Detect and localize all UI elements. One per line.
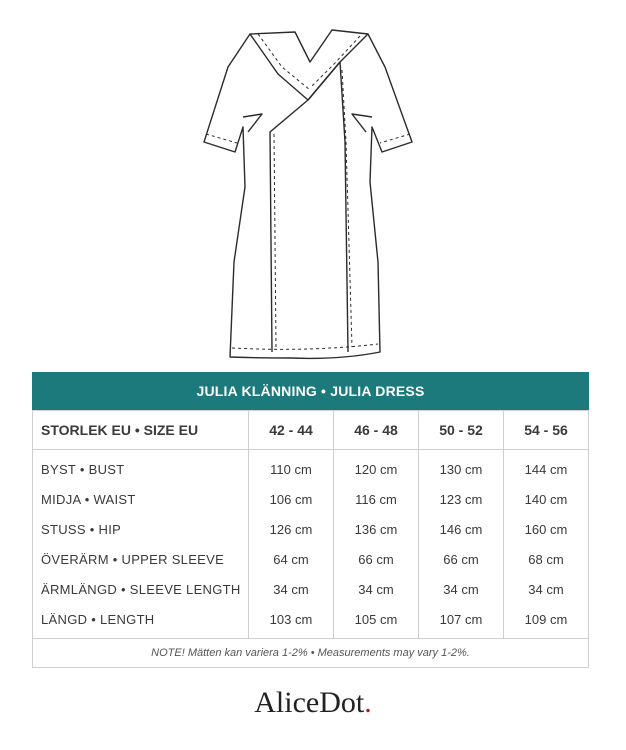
measurement-cell: 136 cm bbox=[334, 514, 419, 544]
table-row bbox=[33, 450, 589, 485]
table-row bbox=[33, 604, 589, 639]
table-row bbox=[33, 514, 589, 544]
measurement-cell: 160 cm bbox=[504, 514, 589, 544]
measurement-cell: 110 cm bbox=[249, 450, 334, 485]
measurement-cell: 105 cm bbox=[334, 604, 419, 639]
table-row bbox=[33, 544, 589, 574]
measurement-cell: 116 cm bbox=[334, 484, 419, 514]
measurement-cell: 34 cm bbox=[504, 574, 589, 604]
measurement-cell: 107 cm bbox=[419, 604, 504, 639]
size-header: 54 - 56 bbox=[504, 411, 589, 450]
measurement-cell: 109 cm bbox=[504, 604, 589, 639]
measurement-cell: 144 cm bbox=[504, 450, 589, 485]
row-label: LÄNGD • LENGTH bbox=[33, 604, 249, 639]
measurement-cell: 64 cm bbox=[249, 544, 334, 574]
measurement-cell: 123 cm bbox=[419, 484, 504, 514]
measurement-cell: 106 cm bbox=[249, 484, 334, 514]
measurement-cell: 34 cm bbox=[419, 574, 504, 604]
size-table bbox=[32, 410, 589, 639]
measurement-cell: 66 cm bbox=[334, 544, 419, 574]
measurement-note: NOTE! Mätten kan variera 1-2% • Measurements may vary 1-2%. bbox=[32, 639, 589, 668]
size-header: 50 - 52 bbox=[419, 411, 504, 450]
size-header: 42 - 44 bbox=[249, 411, 334, 450]
row-label: BYST • BUST bbox=[33, 450, 249, 485]
measurement-cell: 66 cm bbox=[419, 544, 504, 574]
measurement-cell: 120 cm bbox=[334, 450, 419, 485]
measurement-cell: 126 cm bbox=[249, 514, 334, 544]
table-row bbox=[33, 484, 589, 514]
size-chart bbox=[32, 372, 589, 668]
measurement-cell: 34 cm bbox=[249, 574, 334, 604]
size-header: 46 - 48 bbox=[334, 411, 419, 450]
dress-illustration bbox=[190, 22, 430, 367]
brand-logo bbox=[0, 686, 626, 720]
measurement-cell: 130 cm bbox=[419, 450, 504, 485]
brand-logo-dot: . bbox=[364, 686, 372, 719]
table-row bbox=[33, 574, 589, 604]
measurement-cell: 68 cm bbox=[504, 544, 589, 574]
row-label: STUSS • HIP bbox=[33, 514, 249, 544]
brand-logo-text: AliceDot bbox=[254, 686, 365, 719]
row-label: MIDJA • WAIST bbox=[33, 484, 249, 514]
measurement-cell: 103 cm bbox=[249, 604, 334, 639]
size-header-label: STORLEK EU • SIZE EU bbox=[33, 411, 249, 450]
measurement-cell: 34 cm bbox=[334, 574, 419, 604]
header-row bbox=[33, 411, 589, 450]
row-label: ÄRMLÄNGD • SLEEVE LENGTH bbox=[33, 574, 249, 604]
size-chart-title: JULIA KLÄNNING • JULIA DRESS bbox=[32, 372, 589, 410]
measurement-cell: 140 cm bbox=[504, 484, 589, 514]
row-label: ÖVERÄRM • UPPER SLEEVE bbox=[33, 544, 249, 574]
measurement-cell: 146 cm bbox=[419, 514, 504, 544]
